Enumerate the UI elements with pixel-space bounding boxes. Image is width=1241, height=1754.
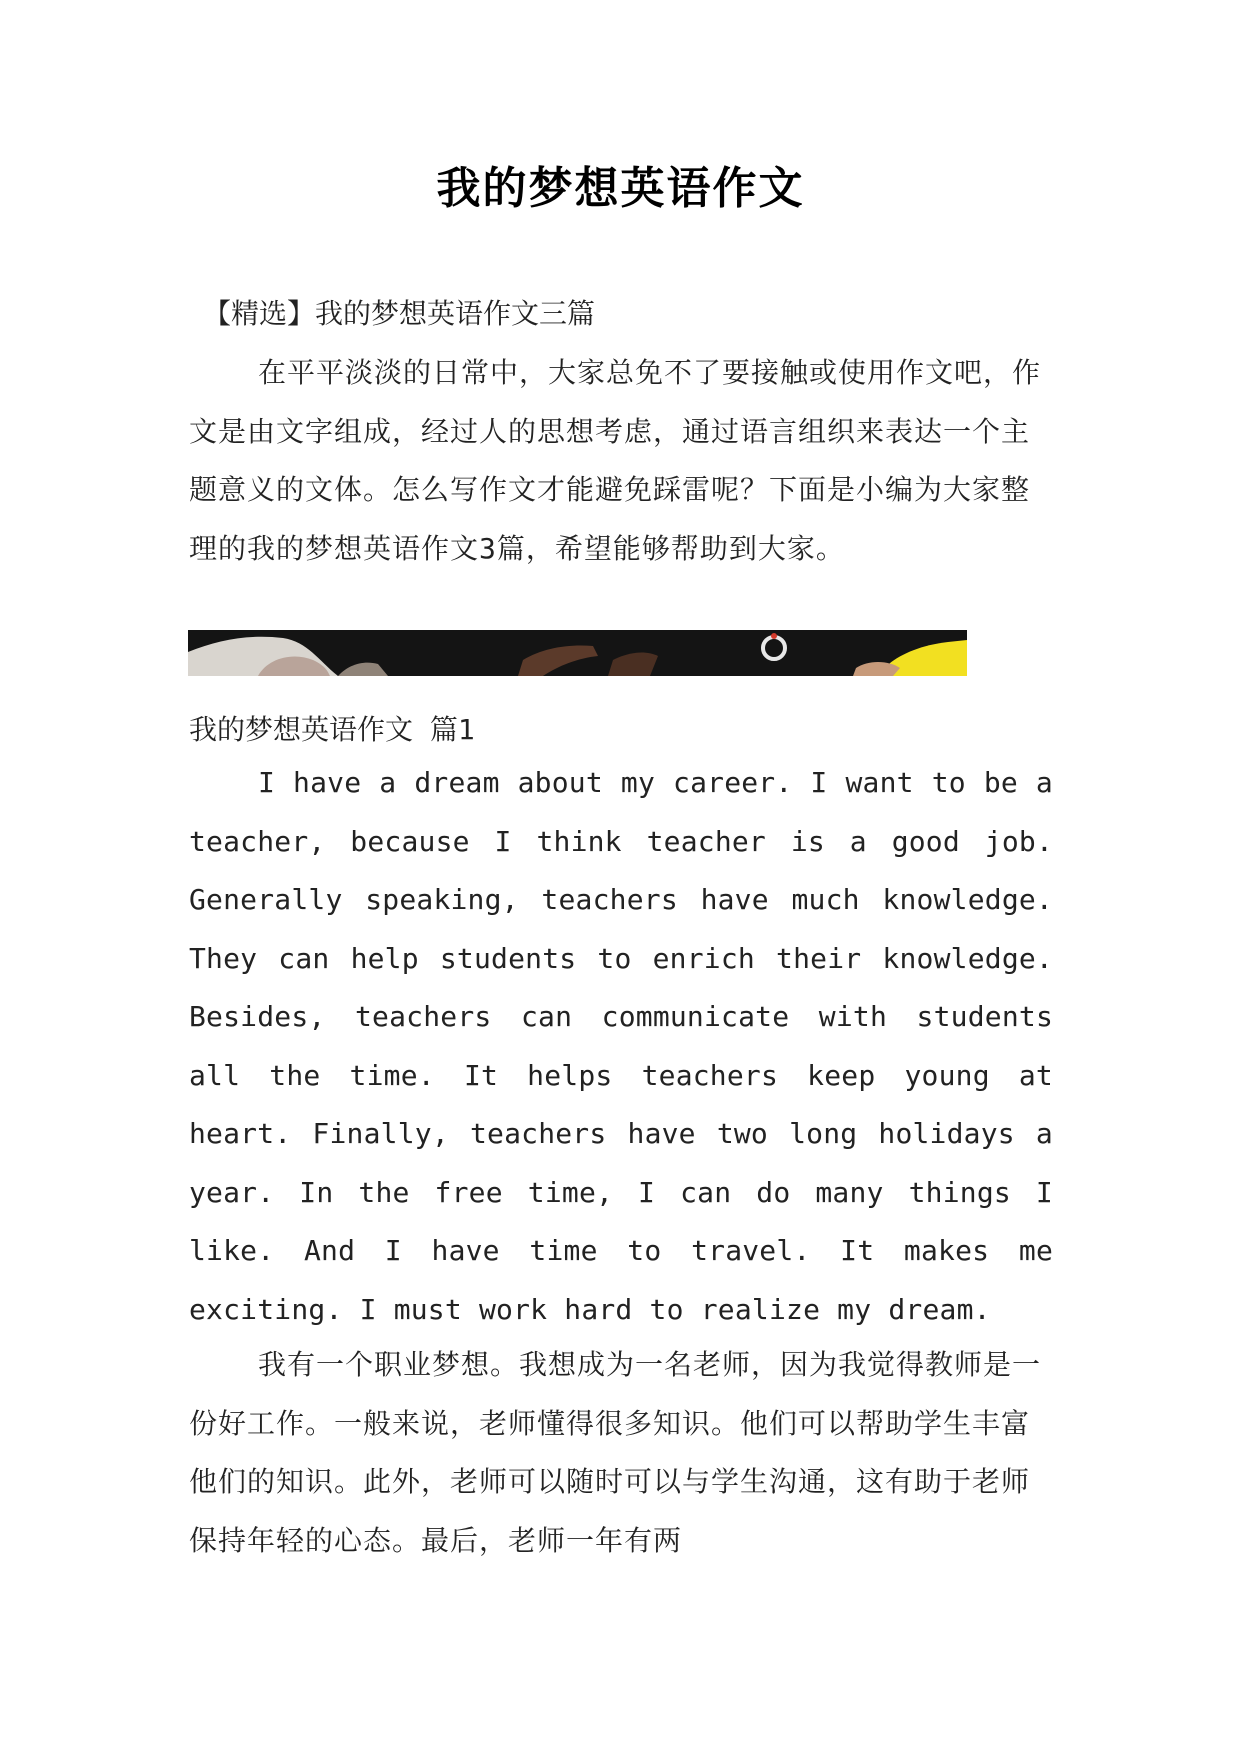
banner-image [188,630,967,676]
section-heading: 我的梦想英语作文 篇1 [189,713,475,746]
page-title: 我的梦想英语作文 [436,163,805,214]
essay-chinese: 我有一个职业梦想。我想成为一名老师，因为我觉得教师是一份好工作。一般来说，老师懂得很多知识。他们可以帮助学生丰富他们的知识。此外，老师可以随时可以与学生沟通，这有助于老师保持年轻的心态。最后，老师一年有两 [189,1348,1042,1557]
intro-paragraph: 在平平淡淡的日常中，大家总免不了要接触或使用作文吧，作文是由文字组成，经过人的思想考虑，通过语言组织来表达一个主题意义的文体。怎么写作文才能避免踩雷呢？下面是小编为大家整理的我的梦想英语作文3篇，希望能够帮助到大家。 [189,356,1042,565]
banner-photo-strip [188,630,967,676]
document-subtitle: 【精选】我的梦想英语作文三篇 [203,297,596,330]
essay-english: I have a dream about my career. I want to be a teacher, because I think teacher is a good job. Generally speaking, teachers have much knowledge. They can help students to enrich their knowledge. Besides, teachers can communicate with students all the time. It helps teachers keep young at heart. Finally, teachers have two long holidays a year. In the free time, I can do many things I like. And I have time to travel. It makes me exciting. I must work hard to realize my dream. [189,766,1053,1326]
